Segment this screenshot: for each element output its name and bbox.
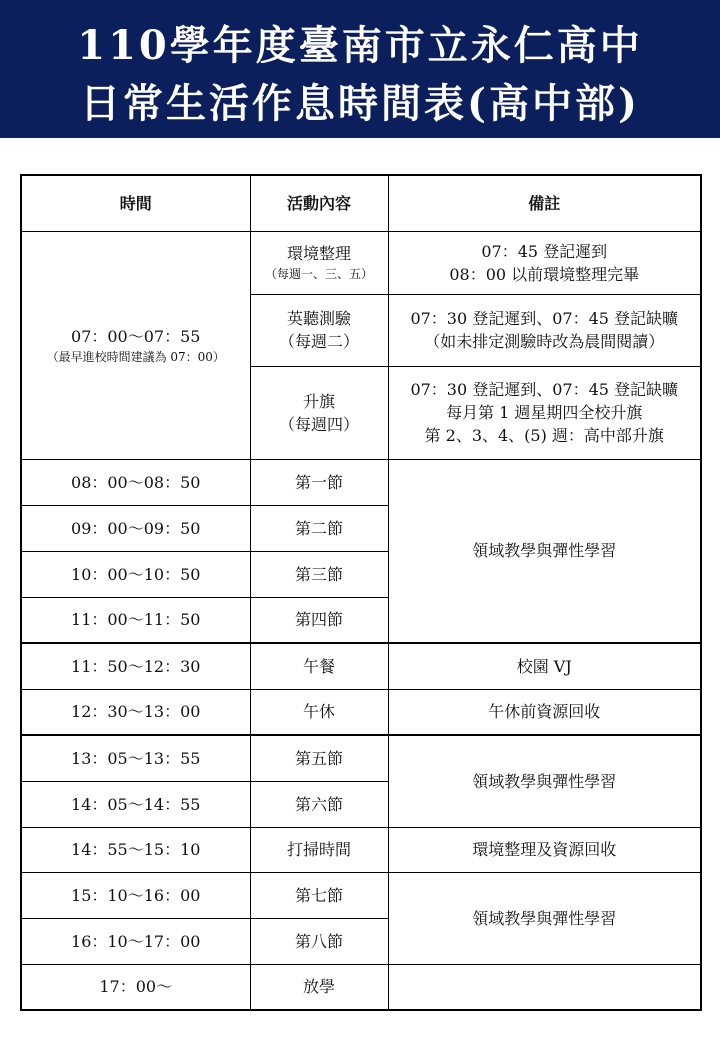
- activity-note: （每週四）: [278, 414, 359, 434]
- table-row: [21, 735, 701, 781]
- time-cell: 13：05～13：55: [21, 735, 250, 781]
- remarks-cell: 領域教學與彈性學習: [388, 459, 701, 643]
- activity-label: 環境整理: [286, 244, 351, 263]
- morning-time-cell: [21, 231, 250, 459]
- table-row: [21, 643, 701, 689]
- morning-time-note: （最早進校時間建議為 07：00）: [46, 349, 225, 364]
- remarks-cell: 午休前資源回收: [388, 689, 701, 735]
- remarks-cell: [388, 231, 701, 294]
- remark-line: 07：45 登記遲到: [481, 241, 608, 261]
- title-line-1: 110學年度臺南市立永仁高中: [77, 22, 643, 69]
- time-cell: 17：00～: [21, 964, 250, 1010]
- table-row: [21, 827, 701, 872]
- remark-line: 07：30 登記遲到、07：45 登記缺曠: [410, 380, 679, 399]
- activity-cell: 第一節: [250, 459, 388, 505]
- activity-cell: 第五節: [250, 735, 388, 781]
- title-banner: [0, 0, 720, 138]
- header-time: 時間: [21, 175, 250, 231]
- activity-label: 英聽測驗: [286, 309, 351, 328]
- activity-note: （每週二）: [278, 332, 359, 351]
- activity-cell: 第七節: [250, 872, 388, 918]
- activity-cell: [250, 231, 388, 294]
- remarks-cell: [388, 294, 701, 366]
- activity-cell: 第二節: [250, 505, 388, 551]
- activity-cell: 午休: [250, 689, 388, 735]
- schedule-table: [20, 174, 702, 1011]
- time-cell: 14：05～14：55: [21, 781, 250, 827]
- time-cell: 09：00～09：50: [21, 505, 250, 551]
- header-remarks: 備註: [388, 175, 701, 231]
- time-cell: 08：00～08：50: [21, 459, 250, 505]
- activity-cell: 打掃時間: [250, 827, 388, 872]
- time-cell: 12：30～13：00: [21, 689, 250, 735]
- activity-cell: 放學: [250, 964, 388, 1010]
- header-activity: 活動內容: [250, 175, 388, 231]
- remarks-cell: 環境整理及資源回收: [388, 827, 701, 872]
- remark-line: （如未排定測驗時改為晨間閱讀）: [424, 332, 665, 351]
- remarks-cell: 校園 VJ: [388, 643, 701, 689]
- activity-cell: [250, 294, 388, 366]
- time-cell: 11：50～12：30: [21, 643, 250, 689]
- activity-cell: 午餐: [250, 643, 388, 689]
- remark-line: 08：00 以前環境整理完畢: [449, 264, 640, 284]
- table-row: [21, 872, 701, 918]
- morning-time: 07：00～07：55: [71, 326, 201, 346]
- activity-label: 升旗: [302, 391, 335, 411]
- table-header-row: [21, 175, 701, 231]
- activity-cell: 第三節: [250, 551, 388, 597]
- time-cell: 10：00～10：50: [21, 551, 250, 597]
- remarks-cell: [388, 964, 701, 1010]
- remarks-cell: 領域教學與彈性學習: [388, 735, 701, 827]
- table-row: [21, 231, 701, 294]
- table-row: [21, 459, 701, 505]
- table-row: [21, 689, 701, 735]
- remarks-cell: [388, 366, 701, 459]
- table-row: [21, 964, 701, 1010]
- time-cell: 11：00～11：50: [21, 597, 250, 643]
- activity-cell: 第四節: [250, 597, 388, 643]
- activity-cell: 第六節: [250, 781, 388, 827]
- time-cell: 14：55～15：10: [21, 827, 250, 872]
- activity-note: （每週一、三、五）: [264, 267, 373, 281]
- remark-line: 07：30 登記遲到、07：45 登記缺曠: [410, 309, 679, 328]
- remark-line: 第 2、3、4、(5) 週：高中部升旗: [424, 426, 664, 445]
- remarks-cell: 領域教學與彈性學習: [388, 872, 701, 964]
- time-cell: 15：10～16：00: [21, 872, 250, 918]
- time-cell: 16：10～17：00: [21, 918, 250, 964]
- activity-cell: [250, 366, 388, 459]
- title-line-2: 日常生活作息時間表(高中部): [80, 80, 640, 127]
- remark-line: 每月第 1 週星期四全校升旗: [446, 403, 643, 422]
- activity-cell: 第八節: [250, 918, 388, 964]
